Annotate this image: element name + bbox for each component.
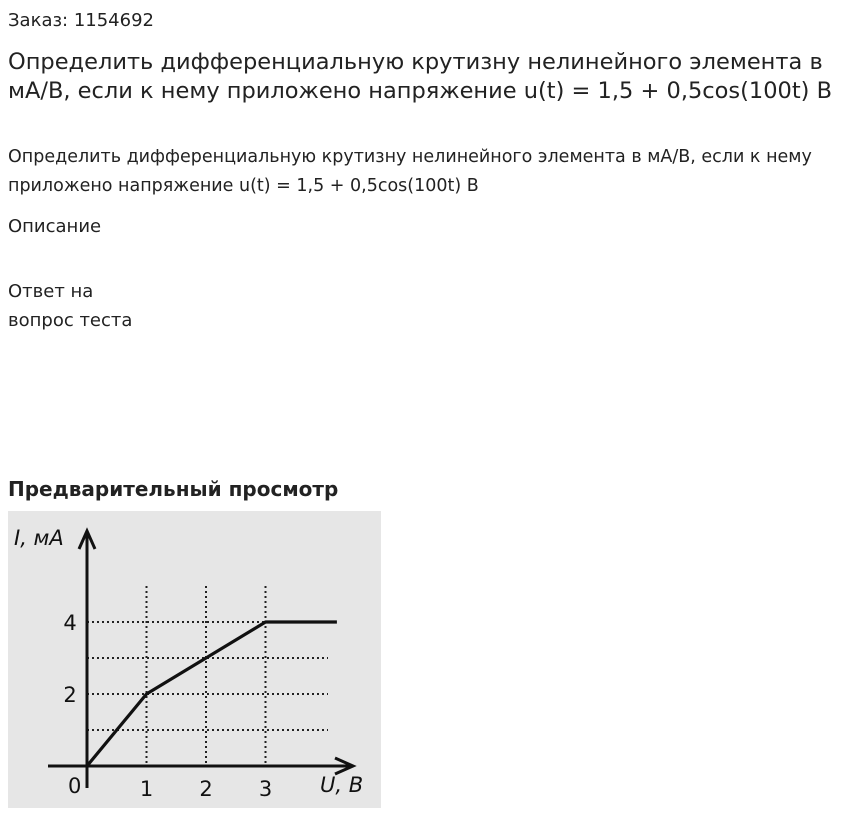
iv-chart <box>8 511 381 808</box>
x-tick-label: 3 <box>258 777 273 801</box>
x-tick-label: 1 <box>139 777 154 801</box>
x-axis-label: U, В <box>320 773 364 797</box>
y-tick-label: 2 <box>63 683 77 707</box>
chart-ticks <box>63 611 272 801</box>
y-tick-label: 4 <box>63 611 77 635</box>
page-title: Определить дифференциальную крутизну нелинейного элемента в мА/В, если к нему приложено напряжение u(t) = 1,5 + 0,5cos(100t) В <box>8 49 833 104</box>
answer-label: Ответ на вопрос теста <box>8 281 133 331</box>
origin-label: 0 <box>68 774 82 798</box>
y-axis-label: I, мА <box>14 526 64 550</box>
description-label: Описание <box>8 216 102 237</box>
iv-curve-line <box>87 622 337 766</box>
chart-grid <box>87 586 328 766</box>
x-tick-label: 2 <box>199 777 213 801</box>
preview-image <box>8 511 381 808</box>
task-description: Определить дифференциальную крутизну нелинейного элемента в мА/В, если к нему приложено напряжение u(t) = 1,5 + 0,5cos(100t) В <box>8 147 812 196</box>
preview-heading: Предварительный просмотр <box>8 477 339 501</box>
order-number: Заказ: 1154692 <box>8 10 154 31</box>
